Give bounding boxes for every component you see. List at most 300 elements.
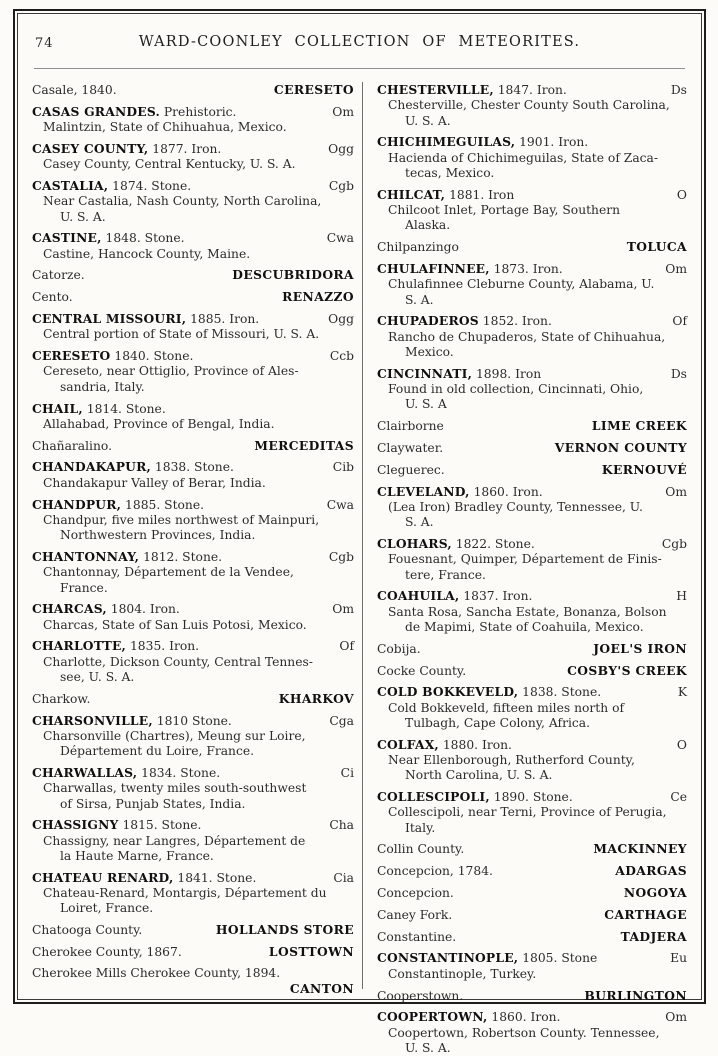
entry-location-line: Cereseto, near Ottiglio, Province of Ales- xyxy=(43,364,299,379)
synonym-source-line xyxy=(32,966,354,981)
entry-headline xyxy=(377,950,687,966)
synonym-source: Collin County. xyxy=(377,842,465,857)
entry-lead xyxy=(32,348,193,364)
entry-location-line: Alaska. xyxy=(405,218,451,233)
entry-location-line: Chateau-Renard, Montargis, Département du xyxy=(43,886,327,901)
synonym-source: Cocke County. xyxy=(377,663,467,678)
entry-class-code: Ds xyxy=(670,83,687,97)
entry-location-line: Charcas, State of San Luis Potosi, Mexico. xyxy=(43,617,307,632)
entry-location-line: see, U. S. A. xyxy=(60,670,135,684)
entry-headline xyxy=(377,588,687,604)
meteorite-entry xyxy=(377,536,687,583)
entry-detail: 1890. Stone. xyxy=(493,790,573,805)
entry-detail: 1814. Stone. xyxy=(86,401,166,416)
entry-location-line: Chandakapur Valley of Berar, India. xyxy=(43,475,266,490)
entry-location-line: Casey County, Central Kentucky, U. S. A. xyxy=(43,157,296,172)
synonym-row xyxy=(377,841,687,857)
entry-detail: 1841. Stone. xyxy=(177,870,257,885)
entry-detail: 1852. Iron. xyxy=(482,314,552,329)
entry-headline xyxy=(32,178,354,194)
entry-location-line: Found in old collection, Cincinnati, Ohio, xyxy=(388,382,644,397)
entry-headline xyxy=(32,459,354,475)
entry-headline xyxy=(32,401,354,417)
entry-location-line: la Haute Marne, France. xyxy=(60,848,214,863)
synonym-target-name: TADJERA xyxy=(620,928,687,944)
entry-detail: 1812. Stone. xyxy=(143,549,223,564)
entry-location-line: of Sirsa, Punjab States, India. xyxy=(60,796,246,811)
entry-lead xyxy=(32,549,222,565)
entry-name: CHULAFINNEE, xyxy=(377,260,490,276)
entry-name: CONSTANTINOPLE, xyxy=(377,950,519,966)
entry-detail: 1860. Iron. xyxy=(473,484,543,499)
entry-location-line: Italy. xyxy=(405,820,436,835)
entry-lead xyxy=(32,765,220,781)
entry-headline xyxy=(32,601,354,617)
entry-detail: 1848. Stone. xyxy=(105,231,185,246)
entry-location-line: Near Ellenborough, Rutherford County, xyxy=(388,752,635,767)
entry-location-line: Hacienda of Chichimeguilas, State of Zaca- xyxy=(388,150,659,165)
catalog-columns xyxy=(32,69,687,1055)
meteorite-entry xyxy=(32,459,354,491)
entry-location-line: Chilcoot Inlet, Portage Bay, Southern xyxy=(388,203,621,218)
synonym-source: Concepcion, 1784. xyxy=(377,864,493,879)
page-inner-border xyxy=(17,13,702,1055)
entry-class-code: Cia xyxy=(333,870,354,885)
entry-class-code: Om xyxy=(665,1010,687,1025)
entry-name: CLOHARS, xyxy=(377,535,452,551)
entry-detail: 1840. Stone. xyxy=(114,349,194,364)
entry-headline xyxy=(32,497,354,513)
synonym-row xyxy=(377,907,687,923)
meteorite-entry xyxy=(32,549,354,596)
entry-headline xyxy=(377,134,687,150)
synonym-target-name: ADARGAS xyxy=(615,863,687,879)
entry-headline xyxy=(377,536,687,552)
entry-location-line: Rancho de Chupaderos, State of Chihuahua, xyxy=(388,329,666,344)
synonym-target-name: CANTON xyxy=(289,981,354,997)
entry-name: COLFAX, xyxy=(377,736,439,752)
entry-location-line: Fouesnant, Quimper, Département de Finis- xyxy=(388,552,662,567)
entry-location-line: Santa Rosa, Sancha Estate, Bonanza, Bolson xyxy=(388,604,667,619)
meteorite-entry xyxy=(32,817,354,864)
entry-location-line: Coopertown, Robertson County. Tennessee, xyxy=(388,1025,660,1040)
entry-class-code: Cga xyxy=(329,713,354,728)
entry-class-code: Om xyxy=(665,261,687,276)
synonym-source: Chatooga County. xyxy=(32,923,143,938)
entry-location-line: sandria, Italy. xyxy=(60,379,145,394)
entry-detail: 1877. Iron. xyxy=(152,141,222,156)
meteorite-entry xyxy=(32,311,354,343)
entry-class-code: Cwa xyxy=(326,231,354,246)
meteorite-entry xyxy=(377,1009,687,1056)
entry-headline xyxy=(32,311,354,327)
synonym-target-name: KHARKOV xyxy=(278,690,354,706)
entry-lead xyxy=(32,230,185,246)
meteorite-entry xyxy=(32,104,354,136)
page-title: WARD-COONLEY COLLECTION OF METEORITES. xyxy=(138,34,581,50)
synonym-target-line xyxy=(32,981,354,997)
entry-name: CASEY COUNTY, xyxy=(32,140,149,156)
entry-name: CHASSIGNY xyxy=(32,817,119,833)
entry-headline xyxy=(32,638,354,654)
synonym-source: Chilpanzingo xyxy=(377,240,459,255)
entry-name: CHANDAKAPUR, xyxy=(32,459,151,475)
entry-detail: 1838. Stone. xyxy=(154,460,234,475)
entry-name: CASTALIA, xyxy=(32,177,109,193)
entry-name: CHUPADEROS xyxy=(377,313,479,329)
entry-lead xyxy=(32,713,232,729)
entry-lead xyxy=(377,366,541,382)
entry-detail: Prehistoric. xyxy=(163,104,237,119)
column-divider xyxy=(362,82,363,989)
entry-name: CHESTERVILLE, xyxy=(377,82,494,97)
entry-name: COAHUILA, xyxy=(377,588,460,604)
entry-location-line: Mexico. xyxy=(405,344,454,359)
entry-location-line: U. S. A xyxy=(405,397,447,412)
entry-headline xyxy=(32,141,354,157)
entry-detail: 1881. Iron xyxy=(449,187,515,202)
entry-lead xyxy=(377,187,514,203)
synonym-source: Clairborne xyxy=(377,419,444,434)
entry-lead xyxy=(32,401,166,417)
entry-detail: 1898. Iron xyxy=(475,366,542,381)
entry-location-line: Constantinople, Turkey. xyxy=(388,966,537,981)
entry-lead xyxy=(377,134,588,150)
entry-location-line: Cold Bokkeveld, fifteen miles north of xyxy=(388,700,625,715)
entry-location-line: Collescipoli, near Terni, Province of Perugia, xyxy=(388,805,667,820)
entry-location-line: U. S. A. xyxy=(60,209,106,224)
entry-detail: 1885. Iron. xyxy=(190,312,260,327)
entry-name: CASAS GRANDES. xyxy=(32,103,160,119)
entry-name: CINCINNATI, xyxy=(377,365,473,381)
entry-lead xyxy=(32,178,191,194)
entry-lead xyxy=(377,737,512,753)
entry-lead xyxy=(32,459,234,475)
meteorite-entry xyxy=(32,870,354,917)
entry-class-code: Ogg xyxy=(328,141,354,156)
entry-lead xyxy=(377,588,532,604)
entry-location-line: Chesterville, Chester County South Carolina, xyxy=(388,98,670,113)
meteorite-entry xyxy=(377,684,687,731)
synonym-target-name: CARTHAGE xyxy=(604,906,687,922)
entry-headline xyxy=(377,684,687,700)
entry-detail: 1815. Stone. xyxy=(122,818,202,833)
entry-headline xyxy=(32,817,354,833)
entry-headline xyxy=(32,870,354,886)
entry-class-code: Cgb xyxy=(328,549,354,564)
entry-class-code: K xyxy=(677,685,687,700)
entry-name: CHARWALLAS, xyxy=(32,764,138,780)
synonym-row xyxy=(377,462,687,478)
entry-lead xyxy=(32,601,180,617)
meteorite-entry xyxy=(377,187,687,234)
page-header xyxy=(32,28,687,60)
entry-detail: 1835. Iron. xyxy=(129,639,200,654)
synonym-row xyxy=(377,663,687,679)
synonym-row xyxy=(32,82,354,98)
synonym-source: Cherokee Mills Cherokee County, 1894. xyxy=(32,965,281,980)
synonym-row xyxy=(377,239,687,255)
entry-class-code: O xyxy=(676,187,687,202)
entry-class-code: Cib xyxy=(332,460,354,475)
entry-headline xyxy=(377,261,687,277)
synonym-target-name: TOLUCA xyxy=(626,239,687,255)
entry-location-line: Chandpur, five miles northwest of Mainpuri, xyxy=(43,512,320,527)
synonym-source: Cobija. xyxy=(377,641,421,656)
synonym-row xyxy=(32,289,354,305)
entry-lead xyxy=(377,313,552,329)
entry-class-code: Eu xyxy=(670,951,687,966)
synonym-source: Cleguerec. xyxy=(377,462,445,477)
synonym-source: Caney Fork. xyxy=(377,907,453,922)
entry-name: CHARLOTTE, xyxy=(32,638,127,654)
meteorite-entry xyxy=(32,141,354,173)
synonym-target-name: COSBY'S CREEK xyxy=(567,662,687,678)
entry-headline xyxy=(377,1009,687,1025)
entry-lead xyxy=(377,1009,560,1025)
entry-detail: 1838. Stone. xyxy=(522,685,602,700)
entry-detail: 1822. Stone. xyxy=(455,536,535,551)
synonym-row xyxy=(32,966,354,998)
entry-lead xyxy=(32,104,236,120)
page-number: 74 xyxy=(35,36,54,51)
synonym-row xyxy=(32,438,354,454)
synonym-target-name: HOLLANDS STORE xyxy=(215,922,354,938)
meteorite-entry xyxy=(32,601,354,633)
meteorite-entry xyxy=(32,765,354,812)
entry-class-code: O xyxy=(676,737,687,752)
synonym-row xyxy=(377,641,687,657)
column-left xyxy=(32,82,354,997)
entry-detail: 1860. Iron. xyxy=(491,1010,561,1025)
entry-location-line: (Lea Iron) Bradley County, Tennessee, U. xyxy=(388,499,643,514)
entry-name: COLLESCIPOLI, xyxy=(377,789,490,805)
entry-name: CHARCAS, xyxy=(32,601,107,617)
entry-location-line: S. A. xyxy=(405,515,434,530)
entry-detail: 1874. Stone. xyxy=(112,178,192,193)
entry-location-line: Allahabad, Province of Bengal, India. xyxy=(43,416,275,431)
synonym-row xyxy=(377,418,687,434)
meteorite-entry xyxy=(377,261,687,308)
entry-location-line: North Carolina, U. S. A. xyxy=(405,768,553,783)
synonym-target-name: BURLINGTON xyxy=(584,987,687,1003)
entry-location-line: U. S. A. xyxy=(405,113,451,128)
entry-headline xyxy=(377,82,687,98)
entry-lead xyxy=(32,870,256,886)
entry-detail: 1847. Iron. xyxy=(497,83,567,97)
entry-name: CHANTONNAY, xyxy=(32,548,140,564)
meteorite-entry xyxy=(377,134,687,181)
entry-headline xyxy=(377,737,687,753)
entry-class-code: Om xyxy=(332,104,354,119)
synonym-row xyxy=(32,922,354,938)
entry-class-code: Ce xyxy=(670,790,687,805)
entry-location-line: tecas, Mexico. xyxy=(405,165,495,180)
entry-headline xyxy=(32,104,354,120)
meteorite-entry xyxy=(32,178,354,225)
entry-class-code: Ci xyxy=(340,765,354,780)
meteorite-entry xyxy=(32,401,354,433)
entry-name: CHANDPUR, xyxy=(32,496,122,512)
entry-class-code: Of xyxy=(672,314,687,329)
entry-location-line: Northwestern Provinces, India. xyxy=(60,528,256,543)
synonym-row xyxy=(32,691,354,707)
entry-location-line: tere, France. xyxy=(405,567,486,582)
synonym-source: Charkow. xyxy=(32,691,91,706)
entry-name: CHATEAU RENARD, xyxy=(32,869,174,885)
entry-location-line: Chassigny, near Langres, Département de xyxy=(43,833,306,848)
synonym-source: Constantine. xyxy=(377,929,457,944)
entry-location-line: Charlotte, Dickson County, Central Tennes- xyxy=(43,654,313,669)
entry-name: CERESETO xyxy=(32,348,111,364)
entry-name: CHICHIMEGUILAS, xyxy=(377,134,516,150)
meteorite-entry xyxy=(377,366,687,413)
entry-headline xyxy=(377,366,687,382)
synonym-source: Catorze. xyxy=(32,268,85,283)
meteorite-entry xyxy=(377,588,687,635)
synonym-row xyxy=(377,863,687,879)
entry-location-line: Near Castalia, Nash County, North Carolina, xyxy=(43,194,322,209)
meteorite-entry xyxy=(32,348,354,395)
meteorite-entry xyxy=(377,737,687,784)
entry-detail: 1880. Iron. xyxy=(442,737,512,752)
entry-lead xyxy=(32,638,199,654)
entry-headline xyxy=(377,313,687,329)
entry-name: COOPERTOWN, xyxy=(377,1009,488,1025)
entry-location-line: France. xyxy=(60,580,108,595)
synonym-source: Claywater. xyxy=(377,440,444,455)
entry-lead xyxy=(32,311,259,327)
meteorite-entry xyxy=(32,230,354,262)
entry-name: COLD BOKKEVELD, xyxy=(377,684,519,700)
entry-name: CASTINE, xyxy=(32,230,102,246)
entry-lead xyxy=(32,817,201,833)
entry-headline xyxy=(32,549,354,565)
synonym-source: Cento. xyxy=(32,290,73,305)
entry-class-code: Ds xyxy=(670,366,687,381)
entry-lead xyxy=(377,82,567,98)
entry-lead xyxy=(32,141,221,157)
entry-location-line: Chulafinnee Cleburne County, Alabama, U. xyxy=(388,277,655,292)
meteorite-entry xyxy=(377,82,687,129)
entry-lead xyxy=(32,497,204,513)
meteorite-entry xyxy=(32,638,354,685)
entry-location-line: Charwallas, twenty miles south-southwest xyxy=(43,781,307,796)
synonym-row xyxy=(377,929,687,945)
synonym-target-name: JOEL'S IRON xyxy=(593,640,687,656)
entry-class-code: Cgb xyxy=(661,536,687,551)
entry-name: CHARSONVILLE, xyxy=(32,712,153,728)
entry-class-code: Of xyxy=(339,639,354,654)
meteorite-entry xyxy=(377,950,687,982)
synonym-source: Concepcion. xyxy=(377,886,454,901)
synonym-source: Casale, 1840. xyxy=(32,83,117,97)
entry-location-line: Castine, Hancock County, Maine. xyxy=(43,246,251,261)
entry-class-code: Cha xyxy=(329,818,354,833)
entry-class-code: Ccb xyxy=(329,349,354,364)
entry-headline xyxy=(377,484,687,500)
entry-class-code: Cwa xyxy=(326,497,354,512)
entry-location-line: S. A. xyxy=(405,292,434,307)
synonym-source: Chañaralino. xyxy=(32,438,113,453)
entry-detail: 1901. Iron. xyxy=(519,135,589,150)
page-outer-border xyxy=(13,9,706,1055)
entry-detail: 1834. Stone. xyxy=(141,765,221,780)
entry-detail: 1805. Stone xyxy=(522,951,598,966)
synonym-target-name: CERESETO xyxy=(273,82,354,97)
entry-lead xyxy=(377,536,535,552)
synonym-target-name: VERNON COUNTY xyxy=(554,439,687,455)
synonym-target-name: MACKINNEY xyxy=(593,841,687,857)
synonym-row xyxy=(377,440,687,456)
entry-detail: 1873. Iron. xyxy=(493,261,563,276)
entry-location-line: Département du Loire, France. xyxy=(60,744,255,759)
entry-lead xyxy=(377,789,573,805)
entry-location-line: de Mapimi, State of Coahuila, Mexico. xyxy=(405,619,644,634)
entry-location-line: U. S. A. xyxy=(405,1040,451,1055)
entry-class-code: Cgb xyxy=(328,178,354,193)
synonym-row xyxy=(377,885,687,901)
meteorite-entry xyxy=(32,497,354,544)
synonym-row xyxy=(377,988,687,1004)
entry-lead xyxy=(377,950,597,966)
entry-headline xyxy=(32,348,354,364)
entry-location-line: Charsonville (Chartres), Meung sur Loire, xyxy=(43,728,306,743)
entry-location-line: Central portion of State of Missouri, U. S. A. xyxy=(43,327,320,342)
entry-location-line: Malintzin, State of Chihuahua, Mexico. xyxy=(43,120,287,135)
entry-lead xyxy=(377,684,601,700)
column-right xyxy=(377,82,687,1055)
entry-name: CLEVELAND, xyxy=(377,483,470,499)
synonym-source: Cooperstown. xyxy=(377,988,464,1003)
entry-name: CHILCAT, xyxy=(377,186,446,202)
meteorite-entry xyxy=(32,713,354,760)
synonym-row xyxy=(32,944,354,960)
entry-headline xyxy=(377,789,687,805)
entry-detail: 1804. Iron. xyxy=(110,602,180,617)
meteorite-entry xyxy=(377,484,687,531)
entry-lead xyxy=(377,261,563,277)
entry-location-line: Chantonnay, Département de la Vendee, xyxy=(43,565,294,580)
entry-headline xyxy=(32,713,354,729)
entry-headline xyxy=(32,230,354,246)
entry-location-line: Tulbagh, Cape Colony, Africa. xyxy=(405,715,591,730)
synonym-target-name: LOSTTOWN xyxy=(268,943,354,959)
entry-name: CHAIL, xyxy=(32,400,83,416)
entry-class-code: Om xyxy=(665,484,687,499)
entry-name: CENTRAL MISSOURI, xyxy=(32,311,187,327)
meteorite-entry xyxy=(377,789,687,836)
synonym-target-name: MERCEDITAS xyxy=(254,437,354,453)
meteorite-entry xyxy=(377,313,687,360)
synonym-target-name: RENAZZO xyxy=(282,289,354,305)
entry-location-line: Loiret, France. xyxy=(60,901,154,916)
entry-class-code: H xyxy=(676,589,687,604)
entry-class-code: Om xyxy=(332,602,354,617)
entry-headline xyxy=(377,187,687,203)
entry-detail: 1837. Iron. xyxy=(463,589,533,604)
synonym-row xyxy=(32,267,354,283)
entry-detail: 1885. Stone. xyxy=(125,497,205,512)
synonym-target-name: DESCUBRIDORA xyxy=(232,267,354,283)
synonym-target-name: NOGOYA xyxy=(623,885,687,901)
entry-detail: 1810 Stone. xyxy=(156,713,232,728)
synonym-source: Cherokee County, 1867. xyxy=(32,944,182,959)
entry-class-code: Ogg xyxy=(328,312,354,327)
entry-headline xyxy=(32,765,354,781)
synonym-target-name: LIME CREEK xyxy=(591,418,687,434)
entry-lead xyxy=(377,484,543,500)
